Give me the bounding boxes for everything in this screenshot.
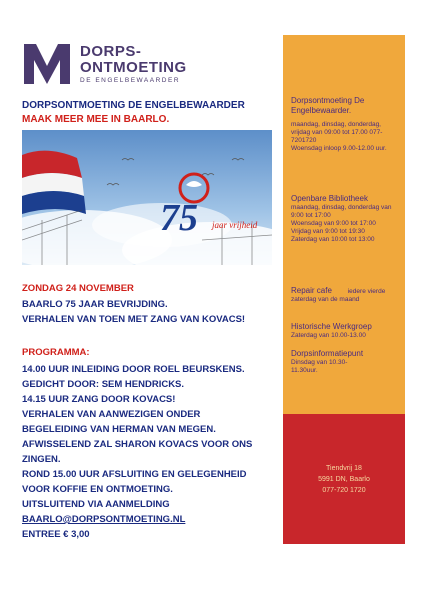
headline-line-1: DORPSONTMOETING DE ENGELBEWAARDER bbox=[22, 100, 245, 111]
program-line: VOOR KOFFIE EN ONTMOETING. bbox=[22, 484, 173, 495]
logo-word-2: ONTMOETING bbox=[80, 59, 187, 76]
block-hours: maandag, dinsdag, donderdag van 9:00 tot 17:00 bbox=[291, 204, 392, 219]
block-title: Openbare Bibliotheek bbox=[291, 194, 368, 203]
liberation-photo bbox=[22, 130, 272, 265]
sidebar-block-historische-werkgroep bbox=[291, 322, 401, 340]
block-wed: Woensdag van 9:00 tot 17:00 bbox=[291, 220, 376, 227]
badge-number: 75 bbox=[160, 197, 198, 239]
block-text: Dinsdag van 10.30-11.30uur. bbox=[291, 359, 348, 374]
sidebar-block-bibliotheek bbox=[291, 194, 401, 244]
event-title: BAARLO 75 JAAR BEVRIJDING. bbox=[22, 299, 168, 310]
program-line: ZINGEN. bbox=[22, 454, 61, 465]
email-link[interactable]: BAARLO@DORPSONTMOETING.NL bbox=[22, 514, 186, 525]
program-line: BEGELEIDING VAN HERMAN VAN MEGEN. bbox=[22, 424, 216, 435]
block-title: Repair cafe bbox=[291, 286, 332, 295]
program-heading: PROGRAMMA: bbox=[22, 347, 90, 358]
address bbox=[283, 463, 405, 496]
sidebar-block-dorpsontmoeting bbox=[291, 96, 401, 153]
program-line: ROND 15.00 UUR AFSLUITING EN GELEGENHEID bbox=[22, 469, 247, 480]
entry-price: ENTREE € 3,00 bbox=[22, 529, 90, 540]
program-line: AFWISSELEND ZAL SHARON KOVACS VOOR ONS bbox=[22, 439, 253, 450]
address-city: 5991 DN, Baarlo bbox=[318, 476, 370, 483]
dutch-flag-icon bbox=[22, 151, 86, 214]
program-line: VERHALEN VAN AANWEZIGEN ONDER bbox=[22, 409, 201, 420]
program-line: 14.00 UUR INLEIDING DOOR ROEL BEURSKENS. bbox=[22, 364, 245, 375]
block-hours: maandag, dinsdag, donderdag, vrijdag van 09:00 tot 17.00 077-7201720 bbox=[291, 121, 383, 144]
block-sat: Zaterdag van 10:00 tot 13:00 bbox=[291, 236, 375, 243]
program-line: UITSLUITEND VIA AANMELDING bbox=[22, 499, 170, 510]
sidebar-block-repair-cafe bbox=[291, 286, 401, 304]
block-fri: Vrijdag van 9:00 tot 19:30 bbox=[291, 228, 365, 235]
address-street: Tiendvrij 18 bbox=[326, 465, 362, 472]
badge-text: jaar vrijheid bbox=[212, 220, 258, 230]
program-list bbox=[22, 362, 280, 542]
logo-tagline: DE ENGELBEWAARDER bbox=[80, 77, 181, 84]
block-text: Zaterdag van 10.00-13.00 bbox=[291, 332, 366, 339]
event-subtitle: VERHALEN VAN TOEN MET ZANG VAN KOVACS! bbox=[22, 314, 246, 325]
event-date: ZONDAG 24 NOVEMBER bbox=[22, 283, 134, 294]
block-extra: Woensdag inloop 9.00-12.00 uur. bbox=[291, 145, 387, 152]
block-text: iedere vierde zaterdag van de maand bbox=[291, 288, 386, 303]
program-line: 14.15 UUR ZANG DOOR KOVACS! bbox=[22, 394, 176, 405]
block-title: Historische Werkgroep bbox=[291, 322, 372, 331]
logo-word-1: DORPS- bbox=[80, 43, 142, 60]
program-line: GEDICHT DOOR: SEM HENDRICKS. bbox=[22, 379, 185, 390]
logo bbox=[22, 40, 272, 90]
address-phone: 077-720 1720 bbox=[322, 487, 366, 494]
headline-line-2: MAAK MEER MEE IN BAARLO. bbox=[22, 114, 170, 125]
logo-m-icon bbox=[22, 40, 72, 86]
sidebar-block-dorpsinformatiepunt bbox=[291, 349, 401, 375]
block-title: Dorpsontmoeting De Engelbewaarder. bbox=[291, 96, 365, 115]
block-title: Dorpsinformatiepunt bbox=[291, 349, 364, 358]
